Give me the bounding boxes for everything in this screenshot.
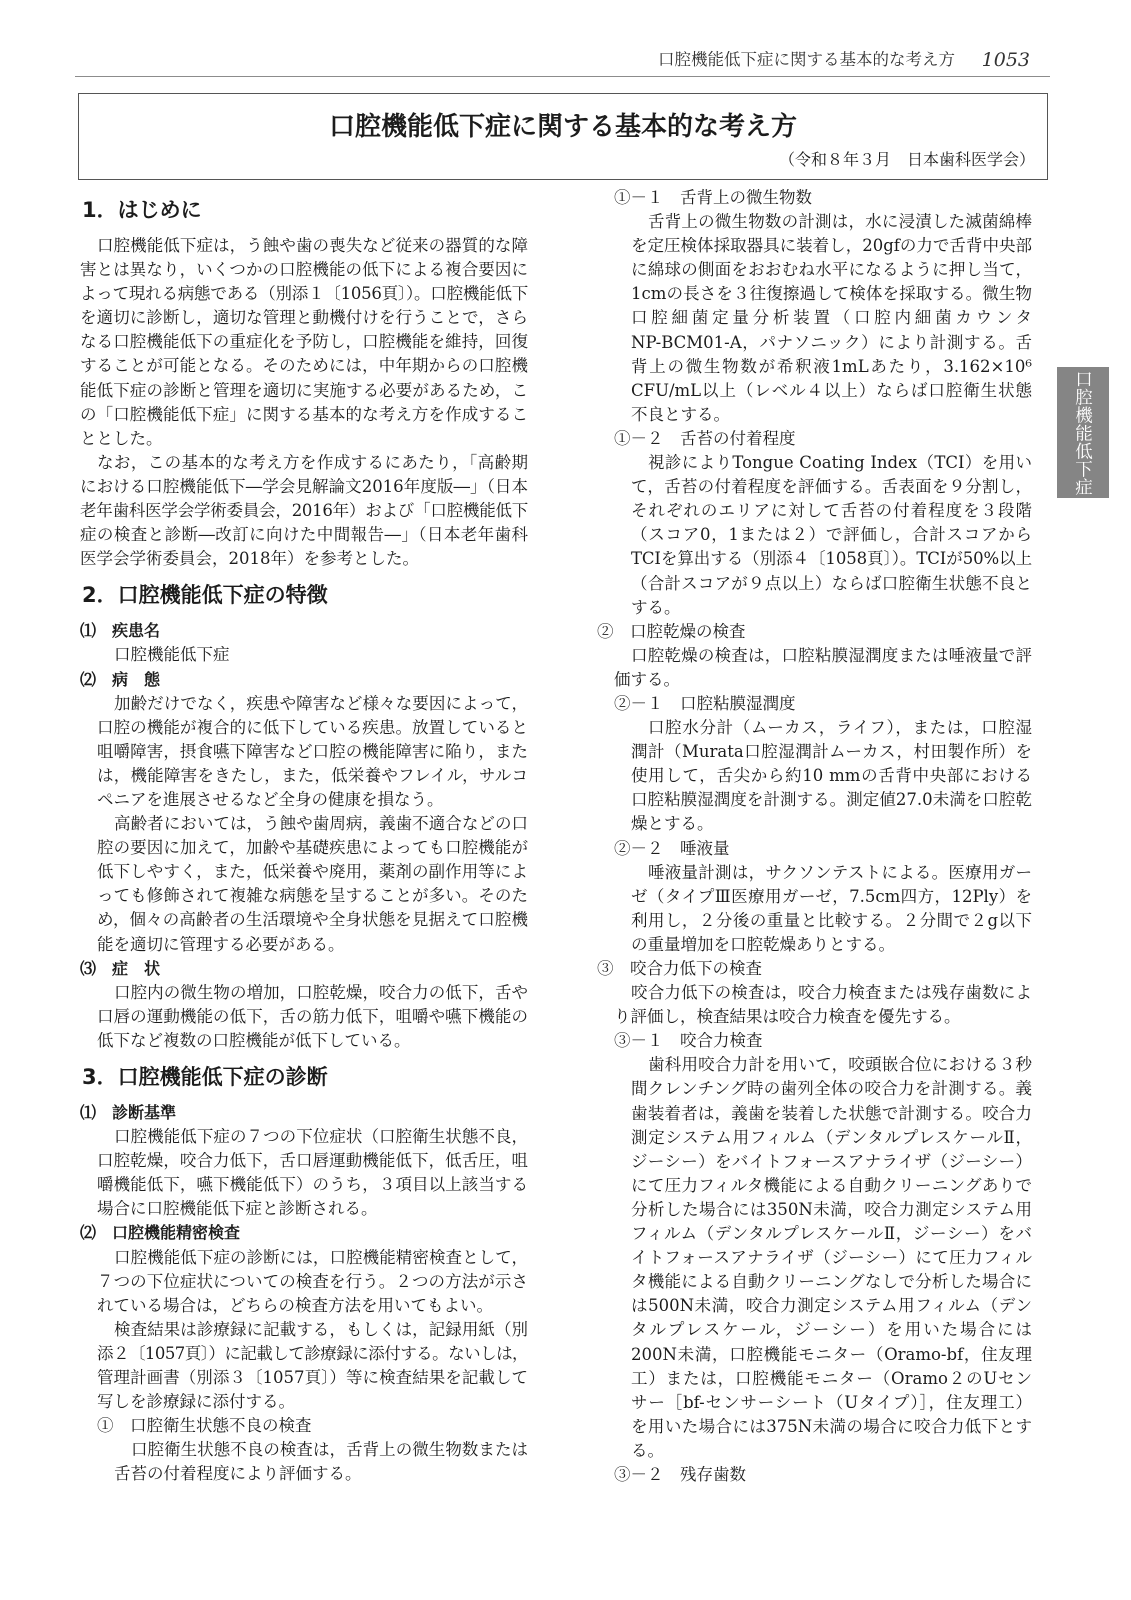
text-line: 背上の微生物数が希釈液1mLあたり，3.162×10⁶ — [631, 356, 1032, 376]
text-line: を定圧検体採取器具に装着し，20gfの力で舌背中央部 — [631, 236, 1032, 256]
text-line: 加齢だけでなく，疾患や障害など様々な要因によって， — [114, 693, 528, 713]
text-line: 高齢者においては，う蝕や歯周病，義歯不適合などの口 — [114, 814, 528, 834]
text-line: ７つの下位症状についての検査を行う。２つの方法が示さ — [97, 1271, 528, 1291]
text-line: ジーシー）をバイトフォースアナライザ（ジーシー） — [631, 1151, 1032, 1171]
sub-body — [80, 1438, 528, 1486]
text-line: にて圧力フィルタ機能による自動クリーニングありで — [631, 1175, 1032, 1195]
text-line: 口腔内の微生物の増加，口腔乾燥，咬合力の低下，舌や — [114, 982, 528, 1002]
text-line: 測定システム用フィルム（デンタルプレスケールⅡ， — [631, 1127, 1032, 1147]
text-line: NP-BCM01-A，パナソニック）により計測する。舌 — [631, 332, 1032, 352]
text-line: 燥とする。 — [631, 814, 714, 834]
text-line: 低下など複数の口腔機能が低下している。 — [97, 1030, 411, 1050]
text-line: 分析した場合には350N未満，咬合力測定システム用 — [631, 1199, 1032, 1219]
text-line: なお，この基本的な考え方を作成するにあたり，「高齢期 — [97, 452, 528, 472]
text-line: 口腔細菌定量分析装置（口腔内細菌カウンタ — [631, 308, 1032, 328]
text-line: 咬合力低下の検査は，咬合力検査または残存歯数によ — [631, 983, 1032, 1003]
side-tab — [1057, 367, 1109, 498]
text-line: サー［bf-センサーシート（Uタイプ）］，住友理工） — [631, 1392, 1032, 1412]
text-line: 口腔機能低下症の診断には，口腔機能精密検査として， — [114, 1247, 528, 1267]
item-body — [80, 643, 528, 667]
sub-body — [597, 451, 1032, 620]
text-line: 嚼機能低下，嚥下機能低下）のうち，３項目以上該当する — [97, 1175, 528, 1195]
text-line: 低下しやすく，また，低栄養や廃用，薬剤の副作用等によ — [97, 862, 528, 882]
text-line: 口腔の機能が複合的に低下している疾患。放置していると — [97, 717, 528, 737]
sub-body — [597, 210, 1032, 427]
text-line: 口腔機能低下症の７つの下位症状（口腔衛生状態不良， — [114, 1127, 528, 1147]
text-line: て，舌苔の付着程度を評価する。舌表面を９分割し， — [631, 477, 1032, 497]
text-line: 場合に口腔機能低下症と診断される。 — [97, 1199, 378, 1219]
item-heading: ⑵ 病 態 — [80, 669, 161, 689]
text-line: っても修飾されて複雑な病態を呈することが多い。そのた — [97, 886, 528, 906]
text-line: め，個々の高齢者の生活環境や全身状態を見据えて口腔機 — [97, 910, 528, 930]
text-line: 咀嚼障害，摂食嚥下障害など口腔の機能障害に陥り，また — [97, 741, 528, 761]
text-line: する。 — [631, 597, 681, 617]
title-box — [78, 93, 1048, 180]
text-line: 200N未満，口腔機能モニター（Oramo-bf，住友理 — [631, 1344, 1032, 1364]
item-heading-plain: ② 口腔乾燥の検査 — [597, 621, 746, 641]
running-title: 口腔機能低下症に関する基本的な考え方 — [658, 50, 955, 69]
item-body — [80, 692, 528, 812]
sub-body — [597, 716, 1032, 836]
text-line: り評価し，検査結果は咬合力検査を優先する。 — [614, 1007, 961, 1027]
sub-heading: ②－１ 口腔粘膜湿潤度 — [614, 693, 796, 713]
running-header — [75, 44, 1050, 77]
text-line: 価する。 — [614, 669, 680, 689]
text-line: 写しを診療録に添付する。 — [97, 1392, 295, 1412]
text-line: に綿球の側面をおおむね水平になるように押し当て， — [631, 260, 1032, 280]
right-column — [597, 186, 1032, 1487]
item-body — [597, 981, 1032, 1029]
sub-heading: ① 口腔衛生状態不良の検査 — [97, 1416, 312, 1436]
text-line: 使用して，舌尖から約10 mmの舌背中央部における — [631, 766, 1032, 786]
paragraph — [80, 451, 528, 571]
text-line: （スコア0，1または２）で評価し，合計スコアから — [631, 525, 1032, 545]
item-heading: ⑴ 診断基準 — [80, 1103, 177, 1122]
text-line: なる口腔機能低下の重症化を予防し，口腔機能を維持，回復 — [80, 332, 528, 352]
item-heading: ⑵ 口腔機能精密検査 — [80, 1223, 241, 1243]
text-line: タルプレスケール，ジーシー）を用いた場合には — [631, 1320, 1032, 1340]
item-body — [80, 1125, 528, 1221]
text-line: 間クレンチング時の歯列全体の咬合力を計測する。義 — [631, 1079, 1032, 1099]
section-heading: 2．口腔機能低下症の特徴 — [82, 583, 328, 608]
text-line: 舌苔の付着程度により評価する。 — [114, 1464, 362, 1484]
item-heading: ⑴ 疾患名 — [80, 621, 161, 641]
text-line: の重量増加を口腔乾燥ありとする。 — [631, 934, 895, 954]
text-line: フィルム（デンタルプレスケールⅡ，ジーシー）をバ — [631, 1224, 1032, 1244]
sub-heading: ③－１ 咬合力検査 — [614, 1031, 763, 1051]
text-line: 医学会学術委員会，2018年）を参考とした。 — [80, 549, 419, 569]
text-line: 口腔衛生状態不良の検査は，舌背上の微生物数または — [131, 1440, 528, 1460]
left-column — [80, 186, 528, 1487]
text-line: 老年歯科医学会学術委員会，2016年）および「口腔機能低下 — [80, 501, 528, 521]
sub-heading: ③－２ 残存歯数 — [614, 1464, 746, 1484]
text-line: を適切に診断し，適切な管理と動機付けを行うことで，さら — [80, 308, 528, 328]
sub-body — [597, 1053, 1032, 1463]
text-line: 利用し，２分後の重量と比較する。２分間で２g以下 — [631, 910, 1032, 930]
text-line: 歯装着者は，義歯を装着した状態で計測する。咬合力 — [631, 1103, 1032, 1123]
text-line: タ機能による自動クリーニングなしで分析した場合に — [631, 1272, 1032, 1292]
text-line: することが可能となる。そのためには，中年期からの口腔機 — [80, 356, 528, 376]
item-body — [597, 644, 1032, 692]
text-line: CFU/mL以上（レベル４以上）ならば口腔衛生状態 — [631, 380, 1032, 400]
text-line: それぞれのエリアに対して舌苔の付着程度を３段階 — [631, 501, 1032, 521]
text-line: は，機能障害をきたし，また，低栄養やフレイル，サルコ — [97, 765, 528, 785]
text-line: イトフォースアナライザ（ジーシー）にて圧力フィル — [631, 1248, 1032, 1268]
text-line: ととした。 — [80, 428, 163, 448]
text-line: 腔の要因に加えて，加齢や基礎疾患によっても口腔機能が — [97, 838, 528, 858]
text-line: における口腔機能低下―学会見解論文2016年度版―」（日本 — [80, 476, 528, 496]
text-line: は500N未満，咬合力測定システム用フィルム（デン — [631, 1296, 1032, 1316]
section-heading: 1．はじめに — [82, 198, 202, 222]
text-line: 口腔水分計（ムーカス，ライフ），または，口腔湿 — [648, 718, 1032, 738]
side-tab-label: 口腔機能低下症 — [1072, 369, 1093, 496]
text-line: ゼ（タイプⅢ医療用ガーゼ，7.5cm四方，12Ply）を — [631, 886, 1032, 906]
text-line: 能低下症の診断と管理を適切に実施する必要があるため，こ — [80, 380, 528, 400]
text-line: 舌背上の微生物数の計測は，水に浸漬した滅菌綿棒 — [648, 212, 1032, 232]
text-line: 視診によりTongue Coating Index（TCI）を用い — [648, 453, 1032, 473]
text-line: る。 — [631, 1440, 664, 1460]
sub-heading: ①－１ 舌背上の微生物数 — [614, 188, 812, 207]
text-line: 口腔機能低下症は，う蝕や歯の喪失など従来の器質的な障 — [97, 236, 528, 255]
document-subtitle: （令和８年３月 日本歯科医学会） — [778, 150, 1035, 169]
sub-body — [597, 861, 1032, 957]
text-line: を用いた場合には375N未満の場合に咬合力低下とす — [631, 1416, 1032, 1436]
text-line: 不良とする。 — [631, 404, 730, 424]
text-line: の「口腔機能低下症」に関する基本的な考え方を作成するこ — [80, 404, 528, 424]
text-line: 検査結果は診療録に記載する，もしくは，記録用紙（別 — [114, 1319, 528, 1339]
item-body — [80, 1246, 528, 1318]
text-line: 口腔乾燥，咬合力低下，舌口唇運動機能低下，低舌圧，咀 — [97, 1151, 528, 1171]
item-body — [80, 981, 528, 1053]
text-line: 症の検査と診断―改訂に向けた中間報告―」（日本老年歯科 — [80, 525, 528, 545]
section-heading: 3．口腔機能低下症の診断 — [82, 1065, 328, 1089]
text-line: 添２〔1057頁〕）に記載して診療録に添付する。ないしは， — [97, 1343, 528, 1363]
text-line: 潤計（Murata口腔湿潤計ムーカス，村田製作所）を — [631, 742, 1032, 762]
text-line: 口腔機能低下症 — [114, 645, 230, 665]
text-line: 1cmの長さを３往復擦過して検体を採取する。微生物 — [631, 284, 1032, 304]
text-line: 口唇の運動機能の低下，舌の筋力低下，咀嚼や嚥下機能の — [97, 1006, 528, 1026]
paragraph — [80, 234, 528, 451]
item-heading-plain: ③ 咬合力低下の検査 — [597, 959, 762, 978]
text-line: れている場合は，どちらの検査方法を用いてもよい。 — [97, 1295, 493, 1315]
sub-heading: ②－２ 唾液量 — [614, 838, 730, 858]
item-body — [80, 1318, 528, 1414]
sub-heading: ①－２ 舌苔の付着程度 — [614, 428, 796, 448]
text-line: 口腔乾燥の検査は，口腔粘膜湿潤度または唾液量で評 — [631, 645, 1032, 665]
item-heading: ⑶ 症 状 — [80, 958, 161, 978]
document-title: 口腔機能低下症に関する基本的な考え方 — [328, 112, 797, 142]
text-line: 工）または，口腔機能モニター（Oramo２のUセン — [631, 1368, 1032, 1388]
text-line: よって現れる病態である（別添１〔1056頁〕）。口腔機能低下 — [80, 284, 528, 304]
text-line: 管理計画書（別添３〔1057頁〕）等に検査結果を記載して — [97, 1368, 528, 1388]
text-line: 唾液量計測は，サクソンテストによる。医療用ガー — [648, 862, 1032, 882]
text-line: 害とは異なり，いくつかの口腔機能の低下による複合要因に — [80, 260, 528, 280]
text-line: （合計スコアが９点以上）ならば口腔衛生状態不良と — [631, 573, 1032, 593]
text-line: ペニアを進展させるなど全身の健康を損なう。 — [97, 789, 444, 809]
item-body — [80, 812, 528, 957]
text-line: 口腔粘膜湿潤度を計測する。測定値27.0未満を口腔乾 — [631, 790, 1032, 810]
page-number: 1053 — [981, 49, 1030, 71]
text-line: 能を適切に管理する必要がある。 — [97, 934, 345, 954]
text-line: TCIを算出する（別添４〔1058頁〕）。TCIが50%以上 — [631, 549, 1032, 569]
text-line: 歯科用咬合力計を用いて，咬頭嵌合位における３秒 — [648, 1055, 1032, 1075]
